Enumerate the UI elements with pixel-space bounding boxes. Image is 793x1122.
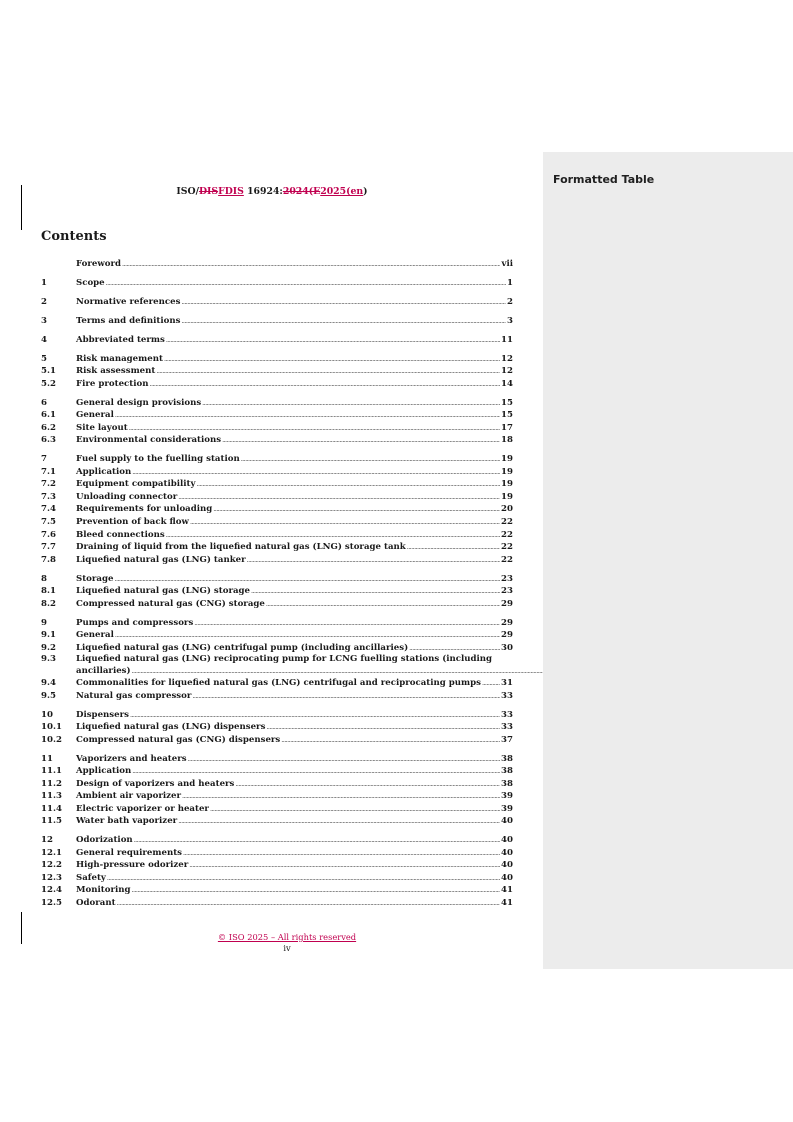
toc-entry-number: 6.3 (41, 435, 56, 446)
toc-entry-title: General (76, 630, 114, 641)
toc-entry[interactable] (41, 334, 513, 347)
toc-entry-page: 15 (501, 397, 513, 408)
toc-entry[interactable] (41, 598, 513, 611)
toc-entry-title: Environmental considerations (76, 435, 222, 446)
toc-entry-number: 9.4 (41, 678, 56, 689)
toc-entry-title-continued: ancillaries) (76, 665, 131, 676)
toc-dot-leader (241, 453, 500, 466)
toc-entry-page: 33 (501, 722, 513, 733)
toc-entry[interactable] (41, 834, 513, 847)
toc-entry-title: Abbreviated terms (76, 334, 165, 345)
toc-dot-leader (122, 258, 500, 271)
toc-entry-title: Pumps and compressors (76, 617, 194, 628)
toc-entry[interactable] (41, 277, 513, 290)
toc-entry-title: Natural gas compressor (76, 690, 192, 701)
toc-dot-leader (164, 353, 500, 366)
toc-entry-title: Application (76, 766, 132, 777)
toc-entry-title: Unloading connector (76, 491, 178, 502)
toc-dot-leader (222, 434, 500, 447)
toc-entry[interactable] (41, 859, 513, 872)
toc-entry[interactable] (41, 642, 513, 655)
toc-entry-page: 40 (501, 860, 513, 871)
toc-entry-title: Fire protection (76, 378, 149, 389)
header-number: 16924: (243, 186, 283, 197)
toc-entry-number: 6.1 (41, 410, 56, 421)
toc-entry[interactable] (41, 734, 513, 747)
toc-entry[interactable] (41, 815, 513, 828)
toc-entry-title: Vaporizers and heaters (76, 753, 187, 764)
copyright-notice: © ISO 2025 – All rights reserved (217, 932, 357, 942)
toc-dot-leader (134, 834, 500, 847)
toc-entry[interactable] (41, 721, 513, 734)
toc-entry[interactable] (41, 897, 513, 910)
toc-entry[interactable] (41, 516, 513, 529)
header-suffix: ) (363, 186, 368, 197)
toc-dot-leader (129, 422, 500, 435)
toc-entry-number: 7 (41, 454, 47, 465)
toc-entry-page: 19 (501, 454, 513, 465)
toc-entry-number: 5.2 (41, 378, 56, 389)
toc-dot-leader (181, 296, 506, 309)
toc-entry[interactable] (41, 422, 513, 435)
toc-entry-title: Liquefied natural gas (LNG) tanker (76, 554, 246, 565)
toc-entry-page: 3 (507, 315, 513, 326)
toc-dot-leader (156, 365, 500, 378)
comment-pane (543, 152, 793, 969)
toc-entry-title: Requirements for unloading (76, 504, 213, 515)
toc-entry[interactable] (41, 709, 513, 722)
toc-entry-title: Water bath vaporizer (76, 816, 178, 827)
toc-entry[interactable] (41, 466, 513, 479)
comment-title: Formatted Table (553, 173, 655, 186)
toc-entry-page: 40 (501, 872, 513, 883)
toc-entry[interactable] (41, 765, 513, 778)
toc-entry-page: 23 (501, 573, 513, 584)
toc-entry[interactable] (41, 617, 513, 630)
toc-dot-leader (117, 897, 500, 910)
toc-entry[interactable] (41, 803, 513, 816)
toc-entry-title: Risk assessment (76, 366, 156, 377)
toc-dot-leader (251, 585, 500, 598)
toc-entry-page: 41 (501, 885, 513, 896)
toc-entry-title: Prevention of back flow (76, 517, 189, 528)
document-header (41, 186, 503, 197)
toc-entry-number: 7.2 (41, 479, 56, 490)
toc-entry-title: Compressed natural gas (CNG) dispensers (76, 734, 281, 745)
toc-entry-page: vii (501, 259, 513, 269)
toc-entry[interactable] (41, 378, 513, 391)
toc-entry-page: 33 (501, 709, 513, 720)
toc-entry-page: 1 (507, 277, 513, 288)
toc-dot-leader (482, 677, 500, 690)
toc-entry-title: Monitoring (76, 885, 131, 896)
toc-dot-leader (178, 815, 500, 828)
toc-entry[interactable] (41, 790, 513, 803)
toc-entry[interactable] (41, 491, 513, 504)
toc-entry-title: Liquefied natural gas (LNG) centrifugal pump (including ancillaries) (76, 642, 409, 653)
toc-entry-title: Dispensers (76, 709, 129, 720)
toc-entry-title: Foreword (76, 259, 122, 269)
toc-entry-page: 12 (501, 353, 513, 364)
toc-entry-number: 12.1 (41, 847, 62, 858)
toc-entry-title: Liquefied natural gas (LNG) reciprocating pump for LCNG fuelling stations (including (76, 654, 493, 665)
toc-entry-number: 10.1 (41, 722, 62, 733)
toc-entry-page: 29 (501, 598, 513, 609)
toc-entry-number: 2 (41, 296, 47, 307)
toc-entry-number: 7.8 (41, 554, 56, 565)
toc-entry-title: Equipment compatibility (76, 479, 196, 490)
toc-entry-page: 39 (501, 803, 513, 814)
toc-entry-page: 38 (501, 753, 513, 764)
toc-entry-page: 38 (501, 778, 513, 789)
toc-entry-number: 9.3 (41, 654, 56, 665)
toc-entry[interactable] (41, 573, 513, 586)
change-bar-bottom (21, 912, 22, 944)
toc-entry-page: 22 (501, 529, 513, 540)
toc-entry-number: 12 (41, 835, 53, 846)
toc-entry-number: 12.4 (41, 885, 62, 896)
toc-entry-number: 6.2 (41, 422, 56, 433)
toc-entry[interactable] (41, 872, 513, 885)
toc-entry-number: 5.1 (41, 366, 56, 377)
toc-dot-leader (213, 503, 500, 516)
toc-entry-number: 10.2 (41, 734, 62, 745)
toc-entry-number: 7.7 (41, 542, 56, 553)
toc-dot-leader (266, 721, 500, 734)
change-bar-top (21, 185, 22, 230)
toc-entry-title: Terms and definitions (76, 315, 181, 326)
toc-dot-leader (194, 617, 500, 630)
toc-entry-number: 7.3 (41, 491, 56, 502)
toc-entry-title: Commonalities for liquefied natural gas (LNG) centrifugal and reciprocating pumps (76, 678, 481, 689)
toc-dot-leader (130, 709, 500, 722)
toc-entry-page: 31 (501, 678, 513, 689)
toc-entry-number: 8 (41, 573, 47, 584)
toc-dot-leader (210, 803, 500, 816)
toc-entry[interactable] (41, 258, 513, 271)
toc-dot-leader (189, 859, 500, 872)
toc-entry-number: 12.2 (41, 860, 62, 871)
toc-entry-page: 22 (501, 517, 513, 528)
toc-entry-title: Design of vaporizers and heaters (76, 778, 235, 789)
toc-entry-number: 10 (41, 709, 53, 720)
toc-entry[interactable] (41, 397, 513, 410)
toc-entry-number: 11.5 (41, 816, 62, 827)
toc-entry[interactable] (41, 654, 513, 677)
toc-dot-leader (166, 334, 500, 347)
toc-entry-page: 40 (501, 816, 513, 827)
toc-entry-page: 40 (501, 835, 513, 846)
toc-entry-number: 7.6 (41, 529, 56, 540)
toc-entry-title: Liquefied natural gas (LNG) storage (76, 586, 251, 597)
toc-entry-page: 12 (501, 366, 513, 377)
toc-entry-title: Fuel supply to the fuelling station (76, 454, 240, 465)
toc-entry-page: 41 (501, 898, 513, 909)
toc-entry-title: Safety (76, 872, 106, 883)
toc-entry-title: Draining of liquid from the liquefied natural gas (LNG) storage tank (76, 542, 406, 553)
toc-entry[interactable] (41, 478, 513, 491)
toc-entry-number: 7.4 (41, 504, 56, 515)
toc-entry-page: 20 (501, 504, 513, 515)
table-of-contents (41, 258, 513, 910)
header-inserted-stage: FDIS (218, 186, 244, 197)
toc-entry-title: Electric vaporizer or heater (76, 803, 209, 814)
toc-dot-leader (197, 478, 501, 491)
toc-entry-number: 9.2 (41, 642, 56, 653)
toc-entry[interactable] (41, 453, 513, 466)
toc-entry-number: 5 (41, 353, 47, 364)
toc-entry-number: 9.1 (41, 630, 56, 641)
toc-entry-title: Odorization (76, 835, 133, 846)
header-inserted-year: 2025(en (320, 186, 364, 197)
toc-entry-page: 29 (501, 630, 513, 641)
toc-entry-page: 14 (501, 378, 513, 389)
toc-dot-leader (107, 872, 500, 885)
toc-entry-title: General requirements (76, 847, 183, 858)
toc-entry[interactable] (41, 847, 513, 860)
toc-entry[interactable] (41, 554, 513, 567)
toc-entry-title: Risk management (76, 353, 163, 364)
toc-dot-leader (183, 847, 500, 860)
toc-entry[interactable] (41, 365, 513, 378)
toc-entry[interactable] (41, 585, 513, 598)
toc-dot-leader (188, 753, 500, 766)
toc-dot-leader (178, 491, 500, 504)
toc-entry-page: 22 (501, 554, 513, 565)
toc-entry-number: 12.5 (41, 898, 62, 909)
toc-entry-number: 11.1 (41, 766, 62, 777)
toc-dot-leader (407, 541, 500, 554)
toc-entry[interactable] (41, 315, 513, 328)
header-deleted-stage: DIS (198, 186, 219, 197)
toc-entry-title: Liquefied natural gas (LNG) dispensers (76, 722, 266, 733)
toc-dot-leader (115, 629, 500, 642)
toc-entry-page: 38 (501, 766, 513, 777)
toc-entry-title: General (76, 410, 114, 421)
toc-entry-title: Storage (76, 573, 114, 584)
toc-dot-leader (114, 573, 500, 586)
toc-entry-page: 29 (501, 617, 513, 628)
toc-entry-number: 7.1 (41, 466, 56, 477)
toc-entry-title: Ambient air vaporizer (76, 791, 182, 802)
toc-entry-page: 11 (501, 334, 513, 345)
toc-entry-number: 11.4 (41, 803, 62, 814)
toc-dot-leader (115, 409, 500, 422)
contents-heading: Contents (41, 229, 107, 244)
toc-entry-number: 8.2 (41, 598, 56, 609)
toc-entry[interactable] (41, 503, 513, 516)
toc-entry-number: 3 (41, 315, 47, 326)
toc-entry-page: 37 (501, 734, 513, 745)
toc-entry[interactable] (41, 541, 513, 554)
toc-dot-leader (247, 554, 500, 567)
toc-entry-title: Bleed connections (76, 529, 165, 540)
toc-entry-page: 33 (501, 690, 513, 701)
toc-dot-leader (202, 397, 500, 410)
toc-entry[interactable] (41, 296, 513, 309)
toc-entry-number: 11.3 (41, 791, 62, 802)
toc-entry[interactable] (41, 753, 513, 766)
toc-entry-page: 19 (501, 479, 513, 490)
toc-entry[interactable] (41, 529, 513, 542)
toc-entry-title: Odorant (76, 898, 116, 909)
toc-entry-number: 6 (41, 397, 47, 408)
toc-entry-number: 4 (41, 334, 47, 345)
toc-dot-leader (132, 765, 500, 778)
toc-dot-leader (281, 734, 500, 747)
toc-dot-leader (181, 315, 506, 328)
header-prefix: ISO/ (176, 186, 199, 197)
toc-dot-leader (132, 466, 500, 479)
toc-entry-page: 2 (507, 296, 513, 307)
header-deleted-year: 2024(E (282, 186, 321, 197)
toc-dot-leader (150, 378, 501, 391)
page-footer (41, 932, 533, 953)
toc-entry-title: Compressed natural gas (CNG) storage (76, 598, 265, 609)
toc-entry[interactable] (41, 353, 513, 366)
toc-entry-number: 11.2 (41, 778, 62, 789)
toc-dot-leader (132, 884, 501, 897)
toc-entry-number: 9 (41, 617, 47, 628)
toc-entry-page: 22 (501, 542, 513, 553)
toc-entry[interactable] (41, 778, 513, 791)
toc-dot-leader (192, 690, 500, 703)
toc-entry-page: 39 (501, 791, 513, 802)
toc-dot-leader (106, 277, 506, 290)
toc-dot-leader (166, 529, 500, 542)
toc-entry-title: Site layout (76, 422, 128, 433)
toc-entry-title: Normative references (76, 296, 181, 307)
toc-dot-leader (266, 598, 500, 611)
toc-entry-number: 1 (41, 277, 47, 288)
toc-entry-title: Scope (76, 277, 105, 288)
toc-entry-page: 30 (501, 642, 513, 653)
toc-dot-leader (409, 642, 500, 655)
toc-entry[interactable] (41, 434, 513, 447)
toc-entry[interactable] (41, 629, 513, 642)
toc-entry-number: 8.1 (41, 586, 56, 597)
toc-entry-number: 12.3 (41, 872, 62, 883)
toc-dot-leader (190, 516, 500, 529)
page-number: iv (283, 943, 291, 953)
toc-entry-number: 11 (41, 753, 53, 764)
toc-entry-title: High-pressure odorizer (76, 860, 189, 871)
toc-entry-title: Application (76, 466, 132, 477)
toc-entry[interactable] (41, 677, 513, 690)
toc-entry[interactable] (41, 409, 513, 422)
toc-entry-page: 23 (501, 586, 513, 597)
toc-entry-page: 19 (501, 491, 513, 502)
toc-entry[interactable] (41, 690, 513, 703)
toc-entry-page: 18 (501, 435, 513, 446)
toc-entry-number: 7.5 (41, 517, 56, 528)
toc-dot-leader (182, 790, 500, 803)
toc-entry-page: 19 (501, 466, 513, 477)
toc-entry-title: General design provisions (76, 397, 202, 408)
toc-entry-page: 15 (501, 410, 513, 421)
toc-entry-number: 9.5 (41, 690, 56, 701)
toc-dot-leader (235, 778, 500, 791)
toc-entry[interactable] (41, 884, 513, 897)
toc-entry-page: 17 (501, 422, 513, 433)
toc-entry-page: 40 (501, 847, 513, 858)
